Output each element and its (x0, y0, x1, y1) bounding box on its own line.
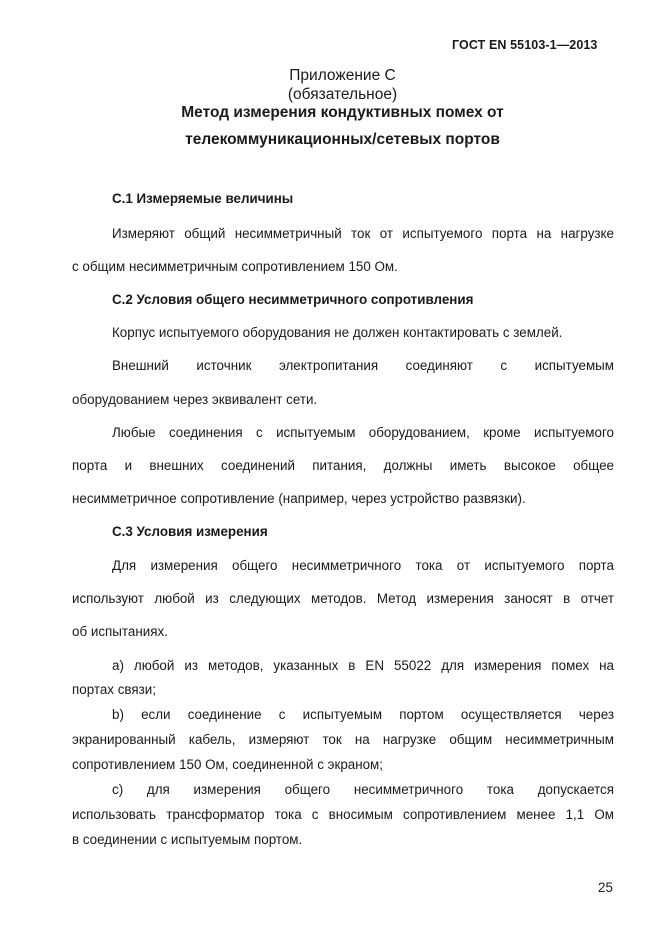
paragraph-line: с общим несимметричным сопротивлением 150 Ом. (72, 259, 398, 274)
page-number: 25 (598, 880, 613, 895)
list-item-b-cont: сопротивлением 150 Ом, соединенной с экраном; (72, 757, 383, 772)
annex-title: Приложение C (289, 67, 396, 84)
paragraph-line: несимметричное сопротивление (например, через устройство развязки). (72, 491, 526, 506)
paragraph-line: об испытаниях. (72, 624, 168, 639)
list-item-c-cont: в соединении с испытуемым портом. (72, 832, 303, 847)
list-item-a: a) любой из методов, указанных в EN 55022 для измерения помех на (112, 658, 614, 673)
paragraph-line: Внешний источник электропитания соединяют с испытуемым (112, 358, 614, 373)
paragraph-line: Измеряют общий несимметричный ток от испытуемого порта на нагрузке (112, 226, 614, 241)
paragraph-line: порта и внешних соединений питания, должны иметь высокое общее (72, 458, 614, 473)
standard-designation: ГОСТ EN 55103-1—2013 (452, 38, 598, 52)
annex-subject-line-1: Метод измерения кондуктивных помех от (181, 104, 504, 121)
annex-status: (обязательное) (287, 86, 398, 103)
section-heading-c2: С.2 Условия общего несимметричного сопротивления (112, 292, 474, 307)
list-item-b: b) если соединение с испытуемым портом осуществляется через (112, 707, 614, 722)
list-item-b-cont: экранированный кабель, измеряют ток на нагрузке общим несимметричным (72, 732, 614, 747)
section-heading-c3: С.3 Условия измерения (112, 524, 268, 539)
paragraph-line: Любые соединения с испытуемым оборудованием, кроме испытуемого (112, 425, 614, 440)
paragraph-line: используют любой из следующих методов. Метод измерения заносят в отчет (72, 591, 614, 606)
paragraph-line: оборудованием через эквивалент сети. (72, 392, 318, 407)
annex-subject-line-2: телекоммуникационных/сетевых портов (185, 131, 500, 148)
section-heading-c1: С.1 Измеряемые величины (112, 191, 294, 206)
paragraph-line: Корпус испытуемого оборудования не должен контактировать с землей. (112, 325, 563, 340)
list-item-a-cont: портах связи; (72, 682, 156, 697)
paragraph-line: Для измерения общего несимметричного тока от испытуемого порта (112, 558, 614, 573)
list-item-c-cont: использовать трансформатор тока с вносимым сопротивлением менее 1,1 Ом (72, 807, 614, 822)
list-item-c: c) для измерения общего несимметричного тока допускается (112, 782, 614, 797)
